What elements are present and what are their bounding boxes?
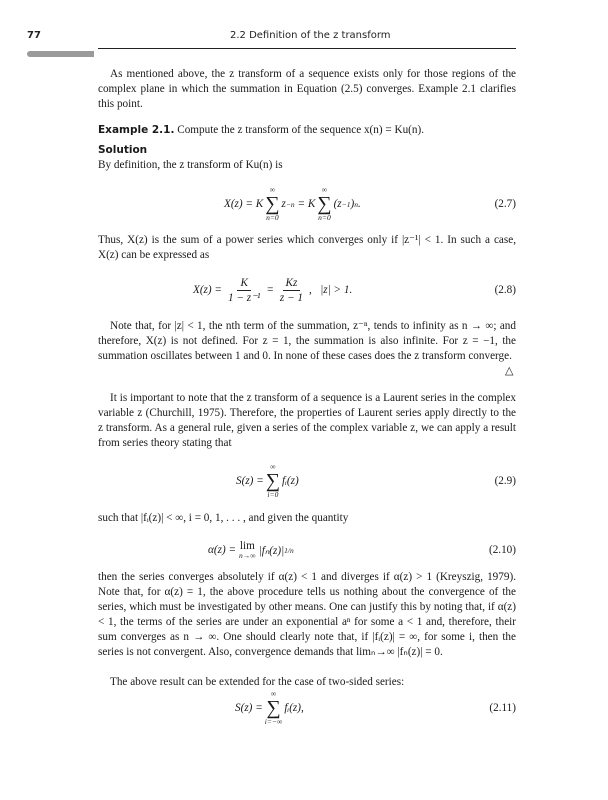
term: z [281, 198, 286, 210]
end-of-example-mark: △ [505, 365, 514, 377]
intro-paragraph: As mentioned above, the z transform of a sequence exists only for those regions of the complex plane in which the summation in Equation (2.5) converges. Example 2.1 clarifies this point. [98, 68, 516, 110]
equation-2-8 [98, 270, 516, 310]
solution-heading: Solution [98, 144, 148, 156]
sum-upper: ∞ [270, 689, 277, 698]
fraction [277, 276, 306, 305]
eq-lhs: X(z) = K [224, 198, 264, 210]
such-that-text: such that |fᵢ(z)| < ∞, i = 0, 1, . . . , and given the quantity [98, 512, 349, 524]
page-number: 77 [27, 30, 41, 41]
page-tab-marker [27, 51, 94, 57]
term: fᵢ(z) [282, 475, 299, 487]
summation: ∞ ∑ n=0 [265, 185, 280, 222]
sum-lower: n=0 [266, 213, 279, 222]
convergence-paragraph: then the series converges absolutely if α(z) < 1 and diverges if α(z) > 1 (Kreyszig, 1979). Note that, for α(z) = 1, the above procedure tells us nothing about the convergence of the series, which must be investigated by other means. One can justify this by noting that, if α(z) < 1, the terms of the series are under an exponential aⁿ for some a < 1 and, therefore, their sum converges as n → ∞. One should clearly note that, if |fᵢ(z)| = ∞, for some i, then the series is not convergent. Also, convergence demands that limₙ→∞ |fₙ(z)| = 0. [98, 571, 516, 658]
lim-subscript: n→∞ [239, 551, 256, 560]
equals: = [266, 284, 274, 296]
lim-operator: lim [239, 540, 255, 552]
example-statement [98, 123, 516, 138]
sum-lower: i=0 [267, 490, 279, 499]
equation-2-10 [98, 530, 516, 570]
limit [239, 540, 256, 560]
term: (z [333, 198, 342, 210]
denominator: z − 1 [279, 291, 304, 304]
eq-lhs: X(z) = [193, 284, 222, 296]
fraction [225, 276, 263, 305]
exponent: 1/n [284, 545, 294, 555]
equation-number: (2.8) [494, 284, 516, 296]
numerator: Kz [283, 276, 301, 291]
by-definition-text: By definition, the z transform of Ku(n) is [98, 159, 283, 171]
condition: , |z| > 1. [309, 284, 353, 296]
term: |fₙ(z)| [258, 544, 285, 557]
numerator: K [237, 276, 250, 291]
equation-number: (2.9) [494, 475, 516, 487]
running-title: 2.2 Definition of the z transform [230, 30, 391, 41]
summation: ∞ ∑ i=−∞ [264, 689, 283, 726]
exponent: −n [285, 199, 295, 209]
thus-paragraph: Thus, X(z) is the sum of a power series which converges only if |z⁻¹| < 1. In such a case, X(z) can be expressed as [98, 234, 516, 261]
sum-upper: ∞ [321, 185, 328, 194]
equation-2-7 [98, 184, 516, 224]
sum-upper: ∞ [269, 185, 276, 194]
equation-2-9 [98, 461, 516, 501]
sum-lower: i=−∞ [264, 717, 283, 726]
summation: ∞ ∑ n=0 [317, 185, 332, 222]
equation-2-11 [98, 688, 516, 728]
exponent: n [354, 199, 358, 209]
header-rule [98, 48, 516, 49]
eq-lhs: S(z) = [235, 702, 263, 714]
eq-mid: = K [294, 198, 316, 210]
note-text: Note that, for |z| < 1, the nth term of the summation, z⁻ⁿ, tends to infinity as n → ∞; and therefore, X(z) is not defined. For z = 1, the summation is also infinite. For z = −1, the summation oscillates between 1 and 0. In none of these cases does the z transform converge. [98, 320, 516, 362]
sum-upper: ∞ [270, 462, 276, 471]
eq-lhs: S(z) = [236, 475, 264, 487]
two-sided-text: The above result can be extended for the case of two-sided series: [110, 676, 405, 688]
equation-number: (2.7) [494, 198, 516, 210]
paren: ) [350, 198, 355, 210]
example-label: Example 2.1. [98, 124, 175, 136]
equation-number: (2.11) [489, 702, 516, 714]
note-paragraph [98, 319, 516, 364]
laurent-paragraph: It is important to note that the z transform of a sequence is a Laurent series in the complex variable z (Churchill, 1975). Therefore, the properties of Laurent series apply directly to the z transform. As a general rule, given a series of the complex variable z, we can apply a result from series theory stating that [98, 392, 516, 449]
sum-lower: n=0 [318, 213, 331, 222]
term: fᵢ(z), [284, 702, 304, 714]
period: . [357, 198, 361, 210]
example-text: Compute the z transform of the sequence x(n) = Ku(n). [174, 124, 425, 136]
exponent: −1 [341, 199, 351, 209]
denominator: 1 − z⁻¹ [228, 291, 261, 304]
summation: ∞ ∑ i=0 [265, 462, 281, 499]
equation-number: (2.10) [488, 544, 516, 556]
eq-lhs: α(z) = [208, 544, 237, 556]
